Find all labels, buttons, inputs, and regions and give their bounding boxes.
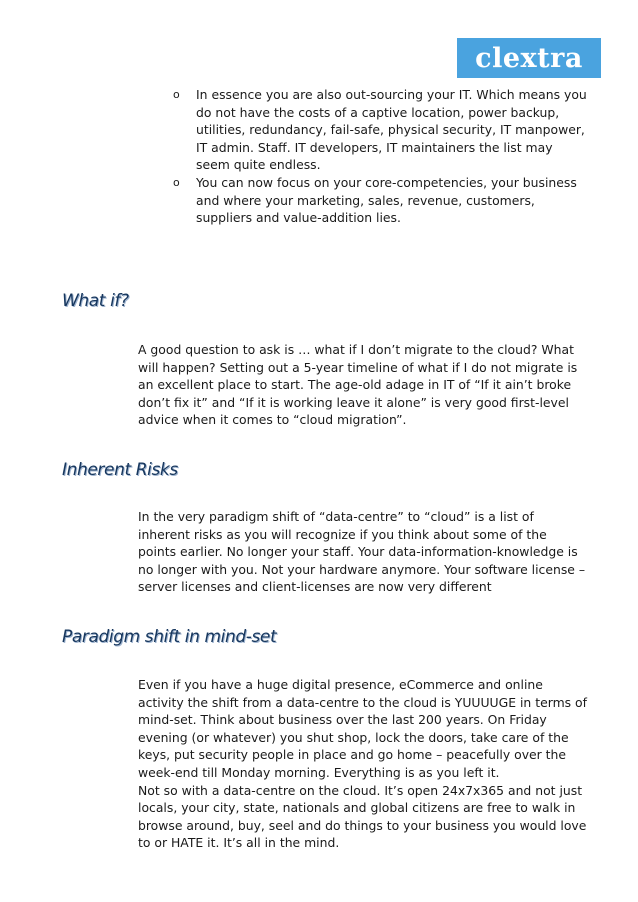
section-heading-paradigm-shift: Paradigm shift in mind-set: [62, 627, 277, 647]
list-item: [170, 174, 590, 227]
paragraph-text: Even if you have a huge digital presence, eCommerce and online activity the shift from a data-centre to the cloud is YUUUUGE in terms of mind-set. Think about business over the last 200 years. On Friday evening (or whatever) you shut shop, lock the doors, take care of the keys, put security people in place and go home – peacefully over the week-end till Monday morning. Everything is as you left it.: [138, 677, 587, 780]
hollow-bullet-icon: o: [173, 88, 180, 101]
section-body-paradigm-shift: [138, 676, 588, 852]
section-body-inherent-risks: In the very paradigm shift of “data-centre” to “cloud” is a list of inherent risks as you will recognize if you think about some of the points earlier. No longer your staff. Your data-information-knowledge is no longer with you. Not your hardware anymore. Your software license – server licenses and client-licenses are now very different: [138, 509, 586, 595]
section-heading-what-if: What if?: [62, 291, 129, 311]
clextra-logo: clextra: [457, 38, 601, 78]
hollow-bullet-icon: o: [173, 175, 180, 189]
paragraph-text-continued: Not so with a data-centre on the cloud. It’s open 24x7x365 and not just locals, your city, state, nationals and global citizens are free to walk in browse around, buy, seel and do things to your business you would love to or HATE it. It’s all in the mind.: [138, 782, 587, 851]
bullet-text: In essence you are also out-sourcing your IT. Which means you do not have the costs of a captive location, power backup, utilities, redundancy, fail-safe, physical security, IT manpower, IT admin. Staff. IT developers, IT maintainers the list may seem quite endless.: [196, 87, 587, 173]
bullet-list: [170, 86, 590, 227]
list-item: [170, 86, 590, 174]
section-body-what-if: A good question to ask is … what if I don’t migrate to the cloud? What will happen? Setting out a 5-year timeline of what if I do not migrate is an excellent place to start. The age-old adage in IT of “If it ain’t broke don’t fix it” and “If it is working leave it alone” is very good first-level advice when it comes to “cloud migration”.: [138, 342, 578, 428]
bullet-text: You can now focus on your core-competencies, your business and where your marketing, sales, revenue, customers, suppliers and value-addition lies.: [196, 174, 577, 226]
section-heading-inherent-risks: Inherent Risks: [62, 460, 178, 480]
